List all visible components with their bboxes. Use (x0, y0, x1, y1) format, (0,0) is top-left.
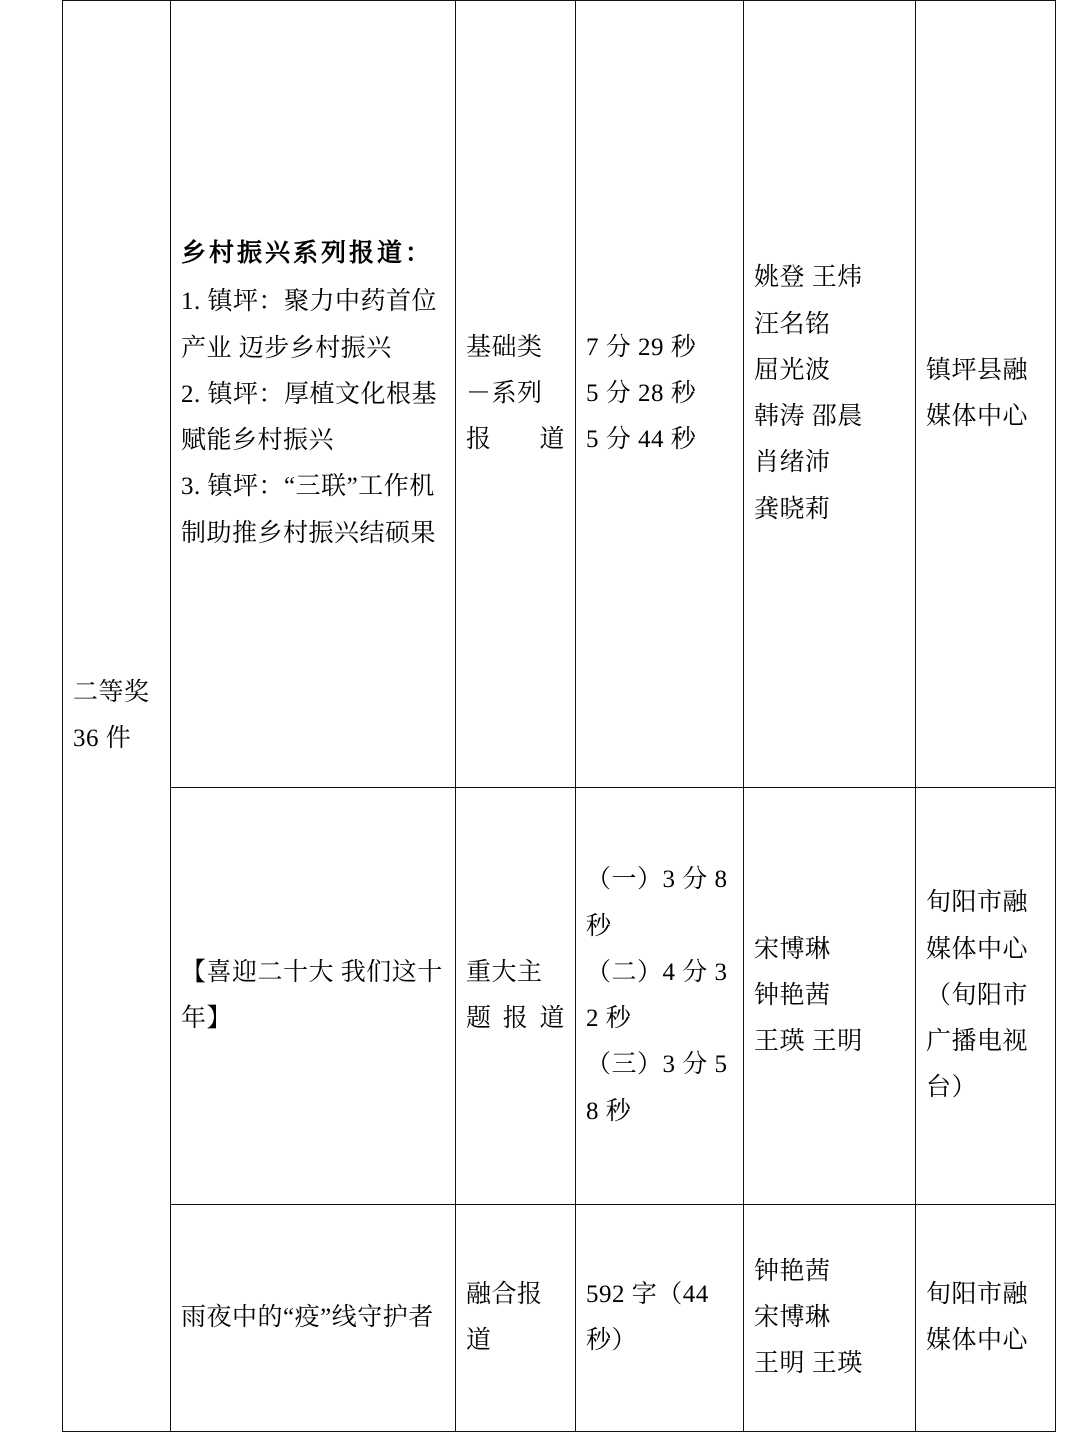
author-line-3: 屈光波 (754, 356, 831, 384)
organization-line-2: 媒体中心 (926, 1327, 1029, 1354)
length-line-2: 5 分 28 秒 (586, 379, 697, 407)
author-line-5: 肖绪沛 (754, 449, 831, 477)
work-title-lead: 乡村振兴系列报道： (181, 240, 434, 268)
length-cell (576, 1205, 744, 1432)
author-line-6: 龚晓莉 (754, 495, 831, 523)
award-level-name: 二等奖 (73, 678, 150, 706)
length-line-1: 592 字（44 秒） (586, 1280, 709, 1354)
award-level-cell (63, 1, 171, 1432)
organization-line-1: 镇坪县融 (926, 356, 1029, 384)
category-cell: 重大主题报道 (456, 788, 576, 1205)
author-cell (744, 788, 916, 1205)
author-line-2: 钟艳茜 (754, 981, 831, 1009)
length-line-1: 7 分 29 秒 (586, 333, 697, 361)
author-cell (744, 1205, 916, 1432)
table-row (63, 788, 1056, 1205)
author-line-1: 钟艳茜 (754, 1257, 831, 1285)
work-title-cell (171, 1205, 456, 1432)
organization-line-2: 媒体中心 (926, 935, 1029, 963)
length-cell (576, 788, 744, 1205)
organization-line-4: 广播电视 (926, 1028, 1029, 1056)
organization-line-5: 台） (926, 1074, 978, 1102)
award-table (62, 0, 1056, 1432)
length-line-3: （三）3 分 58 秒 (586, 1051, 728, 1125)
author-line-4: 韩涛 邵晨 (754, 403, 863, 430)
category-cell: 基础类－系列报道 (456, 1, 576, 788)
work-title-cell (171, 1, 456, 788)
author-line-1: 宋博琳 (754, 935, 831, 963)
work-title-item-2: 2. 镇坪：厚植文化根基 赋能乡村振兴 (181, 380, 438, 455)
table-row (63, 1205, 1056, 1432)
length-line-2: （二）4 分 32 秒 (586, 958, 728, 1032)
author-cell (744, 1, 916, 788)
organization-line-1: 旬阳市融 (926, 889, 1029, 917)
organization-line-3: （旬阳市 (926, 981, 1029, 1009)
length-cell (576, 1, 744, 788)
author-line-1: 姚登 王炜 (754, 264, 863, 292)
author-line-2: 宋博琳 (754, 1303, 831, 1331)
table-row (63, 1, 1056, 788)
work-title-item-1: 1. 镇坪：聚力中药首位产业 迈步乡村振兴 (181, 288, 438, 362)
organization-line-2: 媒体中心 (926, 403, 1029, 430)
author-line-2: 汪名铭 (754, 310, 831, 338)
work-title-item-3: 3. 镇坪：“三联”工作机制助推乡村振兴结硕果 (181, 473, 437, 547)
organization-cell (916, 1, 1056, 788)
length-line-1: （一）3 分 8 秒 (586, 866, 728, 940)
category-cell: 融合报道 (456, 1205, 576, 1432)
work-title-cell (171, 788, 456, 1205)
award-level-count: 36 件 (73, 725, 132, 752)
organization-cell (916, 1205, 1056, 1432)
length-line-3: 5 分 44 秒 (586, 426, 697, 454)
organization-line-1: 旬阳市融 (926, 1280, 1029, 1308)
organization-cell (916, 788, 1056, 1205)
work-title-item-1: 雨夜中的“疫”线守护者 (181, 1303, 434, 1331)
author-line-3: 王明 王瑛 (754, 1350, 863, 1378)
work-title-item-1: 【喜迎二十大 我们这十年】 (181, 958, 443, 1032)
author-line-3: 王瑛 王明 (754, 1028, 863, 1056)
